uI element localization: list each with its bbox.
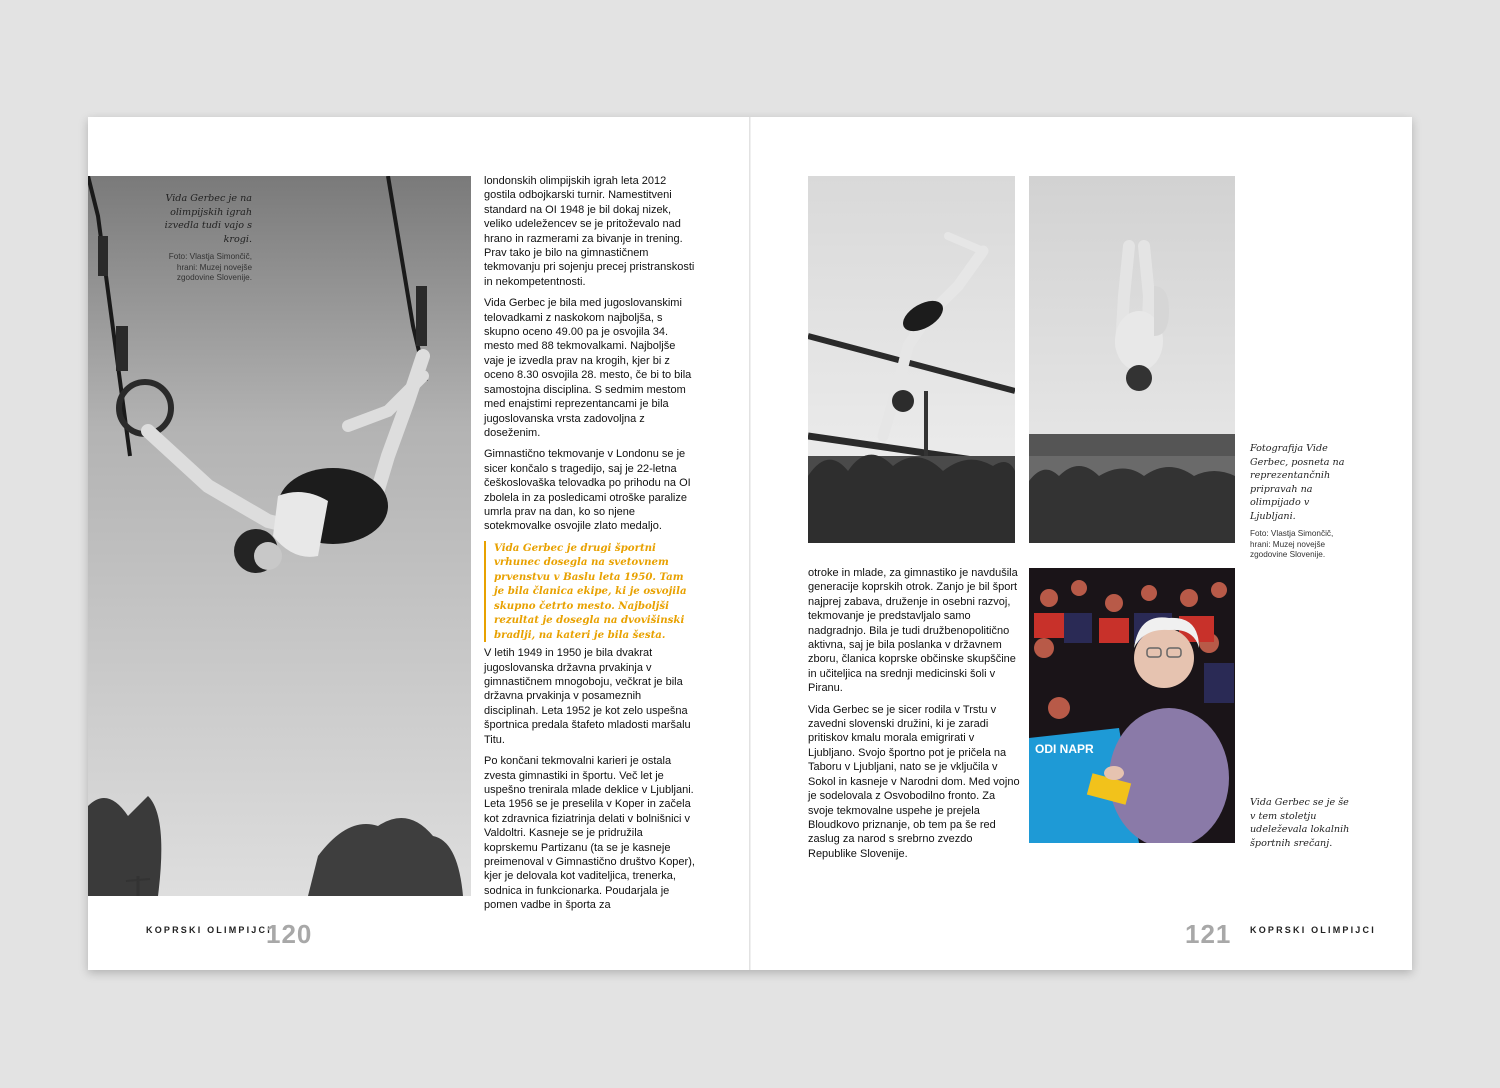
paragraph: Vida Gerbec se je sicer rodila v Trstu v zavedni slovenski družini, ki je zaradi pritiskov kmalu morala emigrirati v Ljubljano. Svojo športno pot je pričela na Taboru v Ljubljani, nato se je vključila v Sokol in kasneje v Narodni dom. Med vojno je sodelovala z Osvobodilno fronto. Za svoje tekmovalne uspehe je prejela Bloudkovo priznanje, ob tem pa še red zaslug za narod s srebrno zvezdo Republike Slovenije.: [808, 703, 1020, 860]
pull-quote: Vida Gerbec je drugi športni vrhunec dosegla na svetovnem prvenstvu v Baslu leta 1950. Tam je bila članica ekipe, ki je osvojila skupno četrto mesto. Najboljši rezultat je dosegla na dvovišinski bradlji, na kateri je bila šesta.: [484, 541, 696, 643]
paragraph: londonskih olimpijskih igrah leta 2012 gostila odbojkarski turnir. Namestitveni standard na OI 1948 je bil dokaj nizek, veliko udeležencev se je pritoževalo nad hrano in razmerami za bivanje in trening. Prav tako je bilo na gimnastičnem tekmovanju pri sojenju precej pristranskosti in nekompetentnosti.: [484, 175, 695, 288]
elderly-woman-photo: [1029, 568, 1235, 843]
banner-text: ODI NAPR: [1035, 742, 1094, 756]
right-text-column: [808, 566, 1020, 868]
paragraph: Po končani tekmovalni karieri je ostala zvesta gimnastiki in športu. Več let je uspešno trenirala mlade deklice v Ljubljani. Leta 1956 se je preselila v Koper in začela kot zdravnica fiziatrinja delati v bolnišnici v Valdoltri. Kasneje se je pridružila koprskemu Partizanu (ta se je kasneje preimenoval v Gimnastično društvo Koper), kjer je delovala kot vaditeljica, trenerka, sodnica in funkcionarka. Poudarjala je pomen vadbe in športa za: [484, 755, 695, 912]
page-number-right: 121: [1185, 919, 1232, 949]
gymnast-on-rings-image: [88, 176, 471, 896]
caption-text: Fotografija Vide Gerbec, posneta na reprezentančnih pripravah na olimpijado v Ljubljani.: [1250, 443, 1345, 522]
rings-photo: [88, 176, 471, 896]
page-number-left: 120: [266, 919, 313, 949]
photo-credit: Foto: Vlastja Simončič, hrani: Muzej novejše zgodovine Slovenije.: [168, 252, 252, 282]
gymnast-inverted-image: [1029, 176, 1235, 543]
caption-text: Vida Gerbec se je še v tem stoletju udeleževala lokalnih športnih srečanj.: [1250, 797, 1350, 849]
running-head-right: KOPRSKI OLIMPIJCI: [1250, 925, 1376, 935]
left-text-column: [484, 174, 696, 920]
inverted-jump-photo: [1029, 176, 1235, 543]
paragraph: Gimnastično tekmovanje v Londonu se je sicer končalo s tragedijo, saj je 22-letna češkoslovaška telovadka po prihodu na OI zbolela in za posledicami otroške paralize umrla prav na dan, ko so njene sotekmovalke osvojile zlato medaljo.: [484, 448, 691, 533]
paragraph: otroke in mlade, za gimnastiko je navdušila generacije koprskih otrok. Zanjo je bil šport najprej zabava, druženje in osebni razvoj, tekmovanje je predstavljalo samo nadgradnjo. Bila je tudi družbenopolitično aktivna, saj je bila poslanka v državnem zboru, članica koprske občinske skupščine in učiteljica na srednji medicinski šoli v Piranu.: [808, 567, 1018, 695]
caption-text: Vida Gerbec je na olimpijskih igrah izvedla tudi vajo s krogi.: [164, 193, 252, 245]
gutter: [749, 117, 751, 970]
book-spread: [88, 117, 1412, 970]
photo-credit: Foto: Vlastja Simončič, hrani: Muzej novejše zgodovine Slovenije.: [1250, 529, 1334, 559]
crowd-scene-image: [1029, 568, 1235, 843]
bar-handstand-photo: [808, 176, 1015, 543]
top-photos-caption: [1250, 442, 1355, 561]
paragraph: Vida Gerbec je bila med jugoslovanskimi telovadkami z naskokom najboljša, s skupno oceno 49.00 pa je osvojila 34. mesto med 88 tekmovalkami. Najboljše vaje je izvedla prav na krogih, kjer bi z oceno 8.30 osvojila 28. mesto, če bi to bila samostojna disciplina. S sedmim mestom med enajstimi reprezentancami je bila jugoslovanska vrsta zadovoljna z doseženim.: [484, 297, 692, 439]
running-head-left: KOPRSKI OLIMPIJCI: [146, 925, 272, 935]
rings-photo-caption: [158, 192, 252, 284]
gymnast-handstand-image: [808, 176, 1015, 543]
paragraph: V letih 1949 in 1950 je bila dvakrat jugoslovanska državna prvakinja v gimnastičnem mnogoboju, večkrat je bila državna prvakinja v posameznih disciplinah. Leta 1952 je kot zelo uspešna športnica predala štafeto mladosti maršalu Titu.: [484, 647, 691, 746]
bottom-photo-caption: [1250, 796, 1355, 850]
